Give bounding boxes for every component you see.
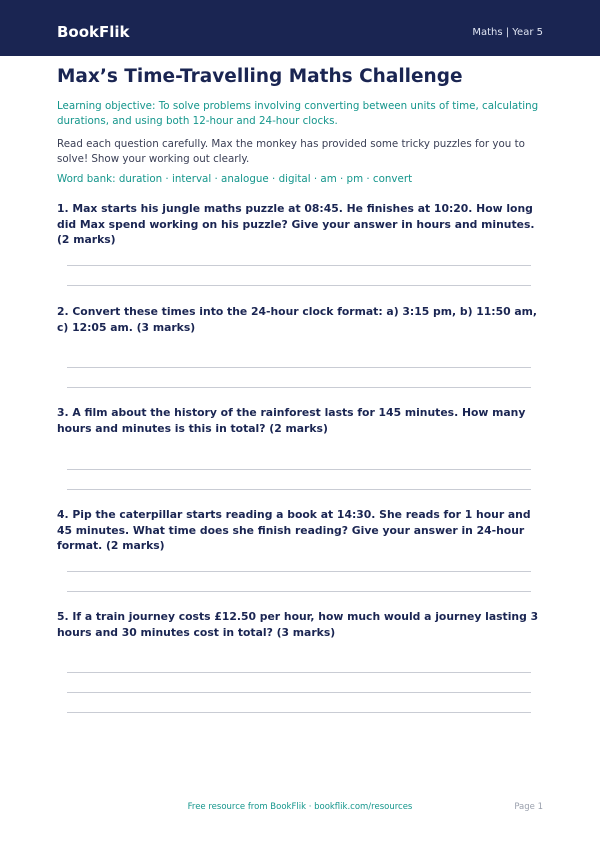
- question-3: 3. A film about the history of the rainforest lasts for 145 minutes. How many hours and minutes is this in total? (2 marks): [57, 406, 526, 435]
- answer-line: [67, 712, 531, 713]
- learning-objective: Learning objective: To solve problems involving converting between units of time, calculating durations, and using both 12-hour and 24-hour clocks.: [57, 100, 539, 127]
- worksheet-title: Max’s Time-Travelling Maths Challenge: [57, 66, 463, 87]
- answer-line: [67, 285, 531, 286]
- answer-line: [67, 571, 531, 572]
- answer-line: [67, 672, 531, 673]
- answer-line: [67, 591, 531, 592]
- page-number: Page 1: [514, 802, 543, 812]
- page-header: [0, 0, 600, 56]
- subject-year-label: Maths | Year 5: [472, 27, 543, 38]
- question-5: 5. If a train journey costs £12.50 per hour, how much would a journey lasting 3 hours and 30 minutes cost in total? (3 marks): [57, 610, 539, 639]
- answer-line: [67, 469, 531, 470]
- answer-line: [67, 265, 531, 266]
- answer-line: [67, 489, 531, 490]
- footer-source-link[interactable]: Free resource from BookFlik · bookflik.com/resources: [187, 802, 413, 812]
- answer-line: [67, 692, 531, 693]
- question-4: 4. Pip the caterpillar starts reading a book at 14:30. She reads for 1 hour and 45 minutes. What time does she finish reading? Give your answer in 24-hour format. (2 marks): [57, 508, 531, 552]
- answer-line: [67, 367, 531, 368]
- question-2: 2. Convert these times into the 24-hour clock format: a) 3:15 pm, b) 11:50 am, c) 12:05 am. (3 marks): [57, 305, 538, 334]
- answer-line: [67, 387, 531, 388]
- page-footer: [0, 801, 600, 815]
- word-bank: Word bank: duration · interval · analogue · digital · am · pm · convert: [57, 173, 413, 185]
- question-1: 1. Max starts his jungle maths puzzle at 08:45. He finishes at 10:20. How long did Max spend working on his puzzle? Give your answer in hours and minutes. (2 marks): [57, 202, 535, 246]
- brand-logo-text: BookFlik: [57, 23, 130, 41]
- instructions-text: Read each question carefully. Max the monkey has provided some tricky puzzles for you to solve! Show your working out clearly.: [57, 138, 525, 165]
